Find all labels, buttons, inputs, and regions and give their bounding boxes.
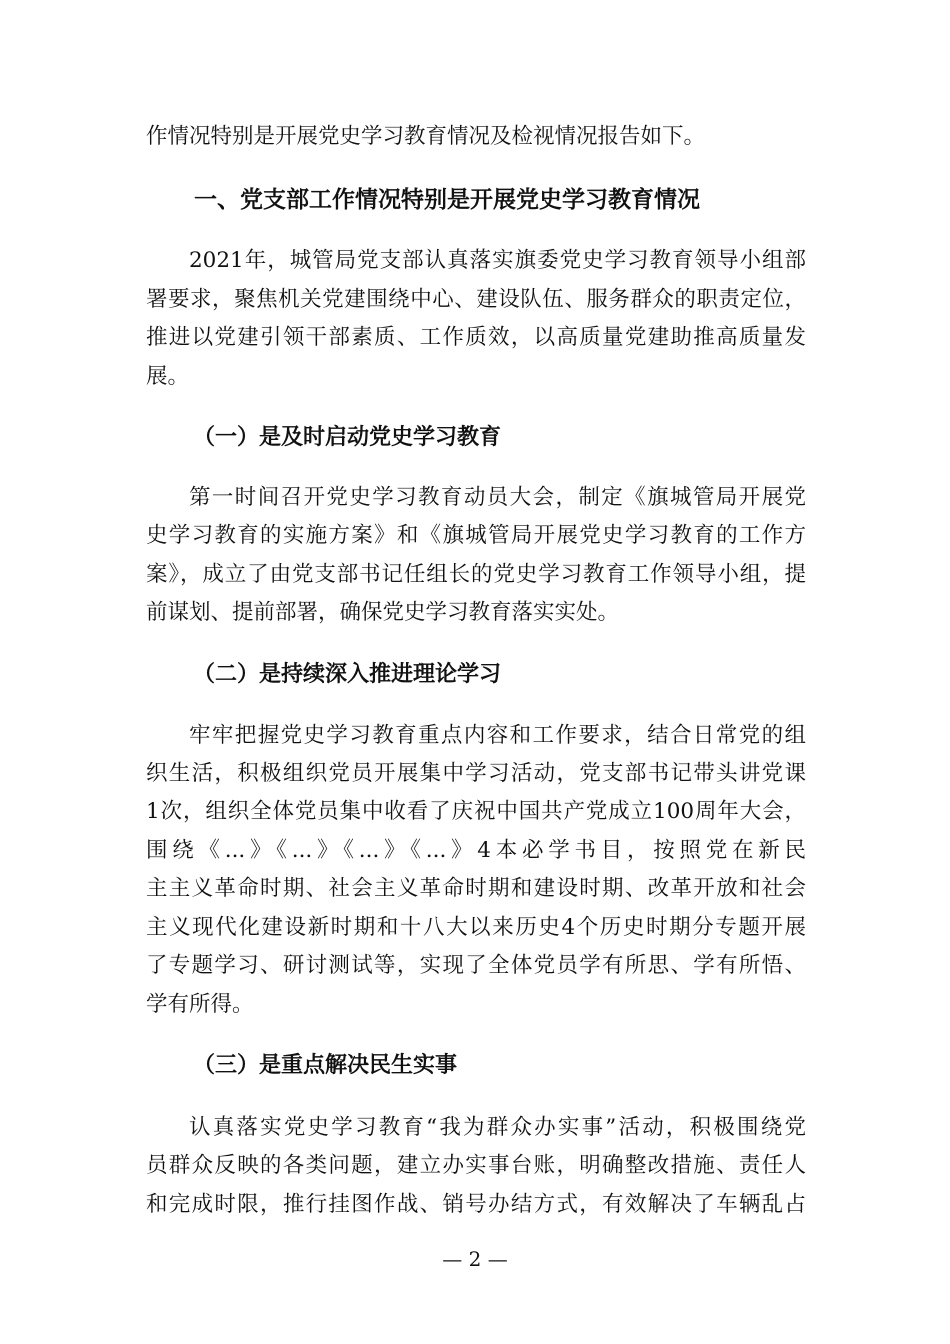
paragraph-line: 主义现代化建设新时期和十八大以来历史4个历史时期分专题开展 bbox=[146, 915, 806, 940]
paragraph-line: 和完成时限，推行挂图作战、销号办结方式，有效解决了车辆乱占 bbox=[146, 1192, 806, 1217]
paragraph-line: 织生活，积极组织党员开展集中学习活动，党支部书记带头讲党课 bbox=[146, 761, 806, 786]
paragraph-line: 案》，成立了由党支部书记任组长的党史学习教育工作领导小组，提 bbox=[146, 562, 806, 587]
paragraph-line: 展。 bbox=[146, 364, 190, 389]
intro-line: 作情况特别是开展党史学习教育情况及检视情况报告如下。 bbox=[146, 124, 706, 149]
subsection-heading-2: （二）是持续深入推进理论学习 bbox=[193, 661, 502, 687]
paragraph-line: 围绕《...》《...》《...》《...》4本必学书目，按照党在新民 bbox=[146, 838, 806, 863]
paragraph-line: 史学习教育的实施方案》和《旗城管局开展党史学习教育的工作方 bbox=[146, 523, 806, 548]
paragraph-line: 前谋划、提前部署，确保党史学习教育落实实处。 bbox=[146, 600, 620, 625]
paragraph-line: 署要求，聚焦机关党建围绕中心、建设队伍、服务群众的职责定位， bbox=[146, 287, 806, 312]
paragraph-line: 牢牢把握党史学习教育重点内容和工作要求，结合日常党的组 bbox=[189, 723, 806, 748]
paragraph-line: 员群众反映的各类问题，建立办实事台账，明确整改措施、责任人 bbox=[146, 1153, 806, 1178]
paragraph-line: 1次，组织全体党员集中收看了庆祝中国共产党成立100周年大会， bbox=[146, 799, 806, 824]
paragraph-line: 推进以党建引领干部素质、工作质效，以高质量党建助推高质量发 bbox=[146, 325, 806, 350]
subsection-heading-1: （一）是及时启动党史学习教育 bbox=[193, 424, 502, 450]
paragraph-line: 主主义革命时期、社会主义革命时期和建设时期、改革开放和社会 bbox=[146, 876, 806, 901]
paragraph-line: 2021年，城管局党支部认真落实旗委党史学习教育领导小组部 bbox=[189, 248, 806, 273]
paragraph-line: 认真落实党史学习教育“我为群众办实事”活动，积极围绕党 bbox=[189, 1115, 806, 1140]
paragraph-line: 第一时间召开党史学习教育动员大会，制定《旗城管局开展党 bbox=[189, 485, 806, 510]
paragraph-line: 学有所得。 bbox=[146, 992, 254, 1017]
paragraph-line: 了专题学习、研讨测试等，实现了全体党员学有所思、学有所悟、 bbox=[146, 953, 806, 978]
page-number: — 2 — bbox=[442, 1247, 508, 1271]
section-heading-1: 一、党支部工作情况特别是开展党史学习教育情况 bbox=[194, 187, 700, 213]
subsection-heading-3: （三）是重点解决民生实事 bbox=[193, 1052, 458, 1078]
